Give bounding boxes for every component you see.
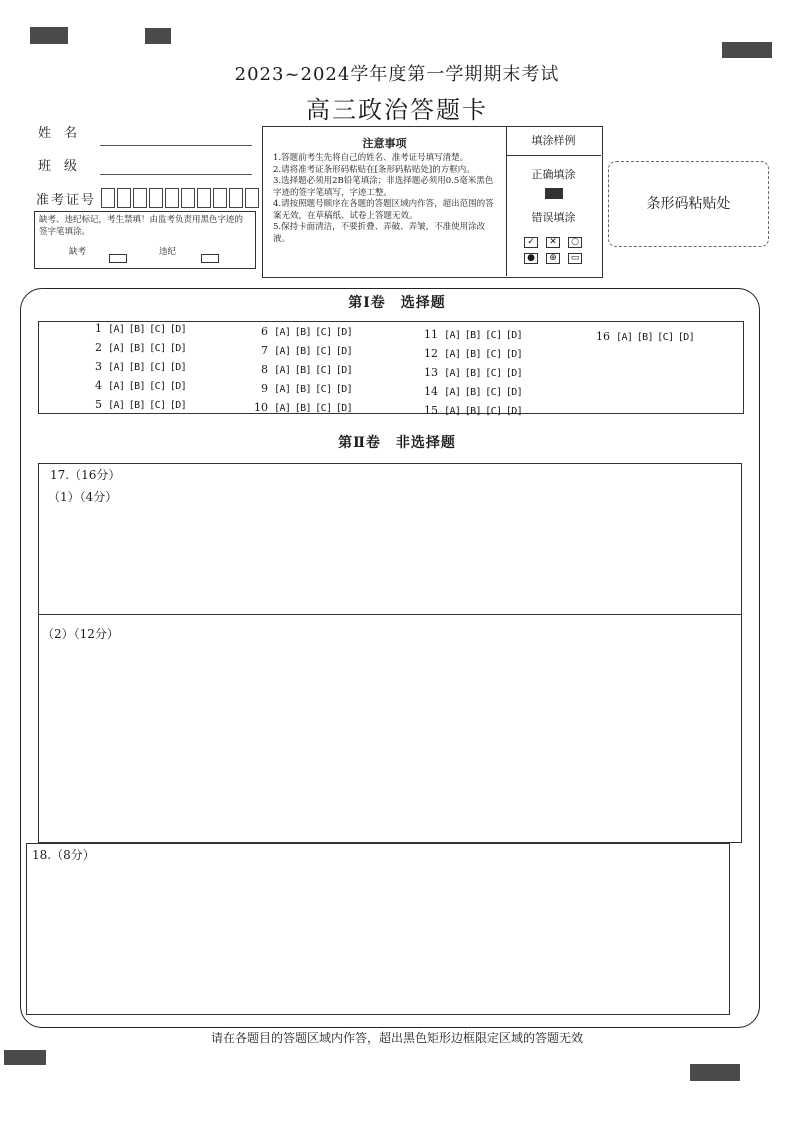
mc-option-bubble[interactable]: [C] bbox=[315, 403, 332, 414]
mc-option-bubble[interactable]: [A] bbox=[274, 346, 291, 357]
notice-title: 注意事项 bbox=[362, 137, 407, 150]
notice-item-1: 1.答题前考生先将自己的姓名、准考证号填写清楚。 bbox=[273, 153, 469, 163]
mc-option-bubble[interactable]: [B] bbox=[464, 387, 482, 398]
mc-option-bubble[interactable]: [A] bbox=[444, 368, 461, 379]
mc-question-row bbox=[84, 319, 190, 338]
mc-question-number: 1 bbox=[95, 322, 102, 335]
mc-option-bubble[interactable]: [A] bbox=[108, 362, 125, 373]
mc-option-bubble[interactable]: [D] bbox=[505, 387, 523, 398]
registration-mark-bottom-right bbox=[690, 1064, 740, 1081]
mc-question-row bbox=[250, 360, 356, 379]
mc-question-row bbox=[250, 379, 356, 398]
question-17-1-label: （1）（4分） bbox=[48, 490, 118, 504]
mc-option-bubble[interactable]: [B] bbox=[128, 324, 146, 335]
wrong-fill-circle-icon: ○ bbox=[568, 237, 582, 248]
mc-option-bubble[interactable]: [C] bbox=[485, 330, 502, 341]
mc-option-bubble[interactable]: [B] bbox=[128, 362, 146, 373]
mc-option-bubble[interactable]: [A] bbox=[444, 406, 461, 417]
mc-option-bubble[interactable]: [D] bbox=[505, 330, 523, 341]
mc-option-bubble[interactable]: [B] bbox=[464, 406, 482, 417]
mc-option-bubble[interactable]: [D] bbox=[335, 403, 353, 414]
notice-item-4: 4.请按照题号顺序在各题的答题区域内作答，超出范围的答案无效，在草稿纸、试卷上答题无效。 bbox=[273, 199, 494, 221]
class-label: 班 级 bbox=[38, 159, 78, 174]
mc-option-bubble[interactable]: [A] bbox=[108, 381, 125, 392]
mc-option-bubble[interactable]: [C] bbox=[315, 365, 332, 376]
mc-option-bubble[interactable]: [A] bbox=[616, 332, 633, 343]
registration-mark-top-right bbox=[722, 42, 772, 58]
exam-title: 2023~2024学年度第一学期期末考试 bbox=[234, 64, 560, 85]
exam-id-label: 准考证号 bbox=[36, 193, 97, 208]
correct-fill-sample bbox=[545, 188, 563, 199]
mc-option-bubble[interactable]: [B] bbox=[464, 368, 482, 379]
question-17-label: 17.（16分） bbox=[50, 468, 121, 482]
mc-question-row bbox=[250, 398, 356, 417]
mc-option-bubble[interactable]: [A] bbox=[274, 403, 291, 414]
mc-option-bubble[interactable]: [A] bbox=[444, 349, 461, 360]
mc-column-4 bbox=[592, 327, 698, 346]
mc-option-bubble[interactable]: [A] bbox=[108, 343, 125, 354]
section-2-title: 第Ⅱ卷 非选择题 bbox=[338, 435, 456, 451]
class-field[interactable] bbox=[100, 174, 252, 175]
mc-question-number: 15 bbox=[424, 404, 438, 417]
mc-question-row bbox=[420, 325, 526, 344]
mc-option-bubble[interactable]: [B] bbox=[464, 349, 482, 360]
mc-option-bubble[interactable]: [D] bbox=[169, 400, 187, 411]
mc-question-row bbox=[84, 338, 190, 357]
absent-mark-box[interactable] bbox=[109, 248, 127, 267]
mc-option-bubble[interactable]: [B] bbox=[128, 343, 146, 354]
notice-box bbox=[262, 126, 603, 278]
mc-option-bubble[interactable]: [B] bbox=[128, 400, 146, 411]
mc-option-bubble[interactable]: [D] bbox=[505, 349, 523, 360]
mc-option-bubble[interactable]: [A] bbox=[274, 327, 291, 338]
mc-option-bubble[interactable]: [C] bbox=[485, 387, 502, 398]
mc-question-number: 3 bbox=[95, 360, 102, 373]
mc-option-bubble[interactable]: [B] bbox=[294, 327, 312, 338]
mc-option-bubble[interactable]: [B] bbox=[294, 384, 312, 395]
fill-example-title: 填涂样例 bbox=[506, 127, 601, 156]
mc-question-number: 8 bbox=[261, 363, 268, 376]
mc-option-bubble[interactable]: [B] bbox=[636, 332, 654, 343]
mc-option-bubble[interactable]: [B] bbox=[294, 365, 312, 376]
mc-option-bubble[interactable]: [B] bbox=[128, 381, 146, 392]
mc-question-number: 9 bbox=[261, 382, 268, 395]
mc-option-bubble[interactable]: [D] bbox=[505, 368, 523, 379]
mc-option-bubble[interactable]: [A] bbox=[274, 365, 291, 376]
wrong-fill-dash-icon: ▭ bbox=[568, 253, 582, 264]
mc-question-number: 4 bbox=[95, 379, 102, 392]
mc-question-row bbox=[420, 382, 526, 401]
mc-question-number: 11 bbox=[424, 328, 438, 341]
question-18-box[interactable] bbox=[26, 843, 730, 1015]
question-17-divider bbox=[38, 614, 742, 615]
mc-question-number: 14 bbox=[424, 385, 438, 398]
mc-question-row bbox=[420, 401, 526, 420]
mc-option-bubble[interactable]: [C] bbox=[149, 324, 166, 335]
registration-mark-bottom-left bbox=[4, 1050, 46, 1065]
answer-sheet-title: 高三政治答题卡 bbox=[306, 96, 488, 124]
mc-question-row bbox=[84, 395, 190, 414]
mc-option-bubble[interactable]: [B] bbox=[294, 403, 312, 414]
mc-option-bubble[interactable]: [C] bbox=[657, 332, 674, 343]
wrong-fill-cross-circle-icon: ⊕ bbox=[546, 253, 560, 264]
mc-option-bubble[interactable]: [D] bbox=[169, 343, 187, 354]
mc-option-bubble[interactable]: [C] bbox=[149, 362, 166, 373]
notice-item-5: 5.保持卡面清洁，不要折叠、弄破、弄皱，不准使用涂改液。 bbox=[273, 222, 486, 244]
question-17-box[interactable] bbox=[38, 463, 742, 843]
wrong-fill-dot-icon: ● bbox=[524, 253, 538, 264]
mc-option-bubble[interactable]: [A] bbox=[444, 330, 461, 341]
mc-question-number: 2 bbox=[95, 341, 102, 354]
mc-option-bubble[interactable]: [C] bbox=[485, 368, 502, 379]
violation-label: 违纪 bbox=[159, 247, 177, 257]
mc-option-bubble[interactable]: [C] bbox=[149, 400, 166, 411]
mc-question-number: 5 bbox=[95, 398, 102, 411]
mc-option-bubble[interactable]: [A] bbox=[444, 387, 461, 398]
mc-question-row bbox=[250, 341, 356, 360]
notice-item-2: 2.请将准考证条形码粘贴在[条形码粘贴处]的方框内。 bbox=[273, 164, 475, 175]
mc-column-2 bbox=[250, 322, 356, 417]
mc-option-bubble[interactable]: [D] bbox=[169, 362, 187, 373]
mc-question-row bbox=[250, 322, 356, 341]
notice-item-3: 3.选择题必须用2B铅笔填涂；非选择题必须用0.5毫米黑色字迹的签字笔填写，字迹工整。 bbox=[273, 176, 494, 198]
section-1-title: 第Ⅰ卷 选择题 bbox=[348, 295, 446, 311]
violation-mark-box[interactable] bbox=[201, 248, 219, 267]
mc-option-bubble[interactable]: [C] bbox=[315, 327, 332, 338]
mc-option-bubble[interactable]: [B] bbox=[294, 346, 312, 357]
mc-option-bubble[interactable]: [D] bbox=[169, 324, 187, 335]
name-label: 姓 名 bbox=[38, 126, 78, 141]
mc-question-number: 10 bbox=[254, 401, 268, 414]
mc-question-row bbox=[592, 327, 698, 346]
mc-question-row bbox=[84, 376, 190, 395]
mc-column-3 bbox=[420, 325, 526, 420]
registration-mark-top-middle bbox=[145, 28, 171, 44]
wrong-fill-check-icon: ✓ bbox=[524, 237, 538, 248]
mc-option-bubble[interactable]: [D] bbox=[335, 384, 353, 395]
mc-question-row bbox=[420, 344, 526, 363]
mc-option-bubble[interactable]: [D] bbox=[169, 381, 187, 392]
mc-option-bubble[interactable]: [D] bbox=[505, 406, 523, 417]
mc-option-bubble[interactable]: [D] bbox=[677, 332, 695, 343]
mc-option-bubble[interactable]: [D] bbox=[335, 365, 353, 376]
absence-violation-box bbox=[34, 211, 256, 269]
correct-fill-label: 正确填涂 bbox=[531, 168, 576, 181]
mc-column-1 bbox=[84, 319, 190, 414]
wrong-fill-label: 错误填涂 bbox=[531, 211, 576, 224]
mc-option-bubble[interactable]: [A] bbox=[108, 324, 125, 335]
absence-note: 缺考、违纪标记，考生禁填！由监考负责用黑色字迹的签字笔填涂。 bbox=[39, 215, 244, 237]
mc-option-bubble[interactable]: [D] bbox=[335, 327, 353, 338]
question-17-2-label: （2）（12分） bbox=[42, 627, 119, 641]
mc-question-row bbox=[420, 363, 526, 382]
barcode-label: 条形码粘贴处 bbox=[646, 196, 731, 212]
name-field[interactable] bbox=[100, 145, 252, 146]
mc-option-bubble[interactable]: [A] bbox=[274, 384, 291, 395]
mc-question-number: 13 bbox=[424, 366, 438, 379]
mc-option-bubble[interactable]: [C] bbox=[485, 349, 502, 360]
mc-option-bubble[interactable]: [C] bbox=[485, 406, 502, 417]
mc-option-bubble[interactable]: [C] bbox=[315, 384, 332, 395]
question-18-label: 18.（8分） bbox=[32, 848, 95, 862]
mc-question-number: 6 bbox=[261, 325, 268, 338]
barcode-area[interactable] bbox=[608, 161, 769, 247]
mc-question-number: 16 bbox=[596, 330, 610, 343]
mc-option-bubble[interactable]: [D] bbox=[335, 346, 353, 357]
mc-question-number: 7 bbox=[261, 344, 268, 357]
mc-option-bubble[interactable]: [C] bbox=[315, 346, 332, 357]
mc-question-number: 12 bbox=[424, 347, 438, 360]
mc-option-bubble[interactable]: [C] bbox=[149, 381, 166, 392]
footer-warning: 请在各题目的答题区域内作答，超出黑色矩形边框限定区域的答题无效 bbox=[210, 1031, 583, 1045]
mc-option-bubble[interactable]: [A] bbox=[108, 400, 125, 411]
absent-label: 缺考 bbox=[69, 247, 87, 257]
mc-question-row bbox=[84, 357, 190, 376]
registration-mark-top-left bbox=[30, 27, 68, 44]
wrong-fill-cross-icon: ✕ bbox=[546, 237, 560, 248]
mc-option-bubble[interactable]: [B] bbox=[464, 330, 482, 341]
mc-option-bubble[interactable]: [C] bbox=[149, 343, 166, 354]
